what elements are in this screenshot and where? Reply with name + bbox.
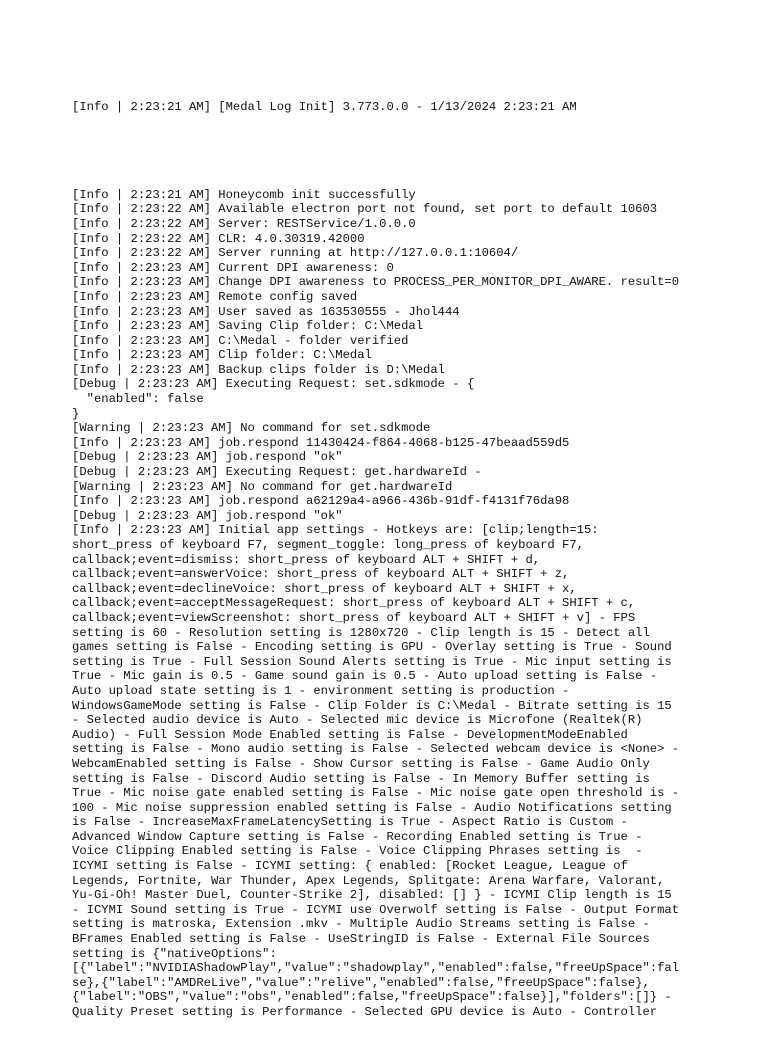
log-lines [72,188,712,1020]
log-line: [Info | 2:23:23 AM] Backup clips folder is D:\Medal [72,362,445,377]
log-line: [{"label":"NVIDIAShadowPlay","value":"shadowplay","enabled":false,"freeUpSpace":fal [72,961,680,976]
log-line: callback;event=declineVoice: short_press of keyboard ALT + SHIFT + x, [72,581,577,596]
log-line: [Info | 2:23:23 AM] Current DPI awareness: 0 [72,260,394,275]
blank-line [72,144,712,159]
log-line: WebcamEnabled setting is False - Show Cursor setting is False - Game Audio Only [72,756,650,771]
log-line: "enabled": false [72,392,204,407]
log-line: [Info | 2:23:23 AM] User saved as 163530555 - Jhol444 [72,304,460,319]
log-line: callback;event=dismiss: short_press of keyboard ALT + SHIFT + d, [72,552,541,567]
log-line: [Info | 2:23:22 AM] Server running at http://127.0.0.1:10604/ [72,246,519,261]
log-line: Quality Preset setting is Performance - Selected GPU device is Auto - Controller [72,1005,658,1019]
log-line: setting is 60 - Resolution setting is 1280x720 - Clip length is 15 - Detect all [72,625,650,640]
log-line: True - Mic gain is 0.5 - Game sound gain is 0.5 - Auto upload setting is False - [72,669,658,684]
log-line: [Info | 2:23:22 AM] CLR: 4.0.30319.42000 [72,231,365,246]
log-line: [Info | 2:23:22 AM] Available electron port not found, set port to default 10603 [72,202,658,217]
log-line: [Info | 2:23:23 AM] Clip folder: C:\Medal [72,348,372,363]
log-text [72,71,712,1049]
log-line: [Info | 2:23:23 AM] Initial app settings - Hotkeys are: [clip;length=15: [72,523,599,538]
log-line: ICYMI setting is False - ICYMI setting: { enabled: [Rocket League, League of [72,859,628,874]
log-line: WindowsGameMode setting is False - Clip Folder is C:\Medal - Bitrate setting is 15 [72,698,672,713]
log-line: - Selected audio device is Auto - Selected mic device is Microfone (Realtek(R) [72,713,643,728]
log-line: callback;event=acceptMessageRequest: short_press of keyboard ALT + SHIFT + c, [72,596,636,611]
log-line: [Info | 2:23:23 AM] job.respond 11430424-f864-4068-b125-47beaad559d5 [72,435,570,450]
log-line: [Info | 2:23:23 AM] Saving Clip folder: C:\Medal [72,319,424,334]
log-line: games setting is False - Encoding setting is GPU - Overlay setting is True - Sound [72,640,672,655]
log-line: [Warning | 2:23:23 AM] No command for set.sdkmode [72,421,431,436]
log-line: setting is True - Full Session Sound Alerts setting is True - Mic input setting is [72,654,672,669]
log-line: setting is False - Mono audio setting is False - Selected webcam device is <None> - [72,742,680,757]
log-line: {"label":"OBS","value":"obs","enabled":false,"freeUpSpace":false}],"folders":[]} - [72,990,672,1005]
log-line: - ICYMI Sound setting is True - ICYMI use Overwolf setting is False - Output Format [72,902,680,917]
log-line: [Debug | 2:23:23 AM] job.respond "ok" [72,508,343,523]
log-line: [Debug | 2:23:23 AM] job.respond "ok" [72,450,343,465]
log-line: Auto upload state setting is 1 - environment setting is production - [72,683,570,698]
log-line: Audio) - Full Session Mode Enabled setting is False - DevelopmentModeEnabled [72,727,628,742]
log-header-line: [Info | 2:23:21 AM] [Medal Log Init] 3.773.0.0 - 1/13/2024 2:23:21 AM [72,100,577,115]
log-line: } [72,406,80,421]
log-line: [Debug | 2:23:23 AM] Executing Request: set.sdkmode - { [72,377,475,392]
log-line: Voice Clipping Enabled setting is False - Voice Clipping Phrases setting is - [72,844,643,859]
log-line: Yu-Gi-Oh! Master Duel, Counter-Strike 2], disabled: [] } - ICYMI Clip length is 15 [72,888,672,903]
log-line: [Info | 2:23:21 AM] Honeycomb init successfully [72,187,416,202]
log-line: setting is False - Discord Audio setting is False - In Memory Buffer setting is [72,771,650,786]
log-line: callback;event=viewScreenshot: short_press of keyboard ALT + SHIFT + v] - FPS [72,610,636,625]
log-line: callback;event=answerVoice: short_press of keyboard ALT + SHIFT + z, [72,567,570,582]
log-line: Advanced Window Capture setting is False - Recording Enabled setting is True - [72,829,643,844]
log-line: Legends, Fortnite, War Thunder, Apex Legends, Splitgate: Arena Warfare, Valorant, [72,873,665,888]
log-line: [Warning | 2:23:23 AM] No command for get.hardwareId [72,479,453,494]
log-line: se},{"label":"AMDReLive","value":"relive","enabled":false,"freeUpSpace":false}, [72,975,650,990]
log-line: setting is matroska, Extension .mkv - Multiple Audio Streams setting is False - [72,917,650,932]
log-line: [Info | 2:23:23 AM] job.respond a62129a4-a966-436b-91df-f4131f76da98 [72,494,570,509]
log-line: [Info | 2:23:23 AM] C:\Medal - folder verified [72,333,409,348]
log-line: [Info | 2:23:23 AM] Change DPI awareness to PROCESS_PER_MONITOR_DPI_AWARE. result=0 [72,275,680,290]
log-line: short_press of keyboard F7, segment_toggle: long_press of keyboard F7, [72,538,584,552]
log-line: [Info | 2:23:23 AM] Remote config saved [72,289,358,304]
log-line: is False - IncreaseMaxFrameLatencySetting is True - Aspect Ratio is Custom - [72,815,628,830]
log-line: BFrames Enabled setting is False - UseStringID is False - External File Sources [72,932,650,947]
log-line: [Debug | 2:23:23 AM] Executing Request: get.hardwareId - [72,465,482,480]
log-line: [Info | 2:23:22 AM] Server: RESTService/1.0.0.0 [72,216,416,231]
log-line: setting is {"nativeOptions": [72,946,277,961]
log-line: True - Mic noise gate enabled setting is False - Mic noise gate open threshold is - [72,786,680,801]
log-line: 100 - Mic noise suppression enabled setting is False - Audio Notifications setting [72,800,672,815]
